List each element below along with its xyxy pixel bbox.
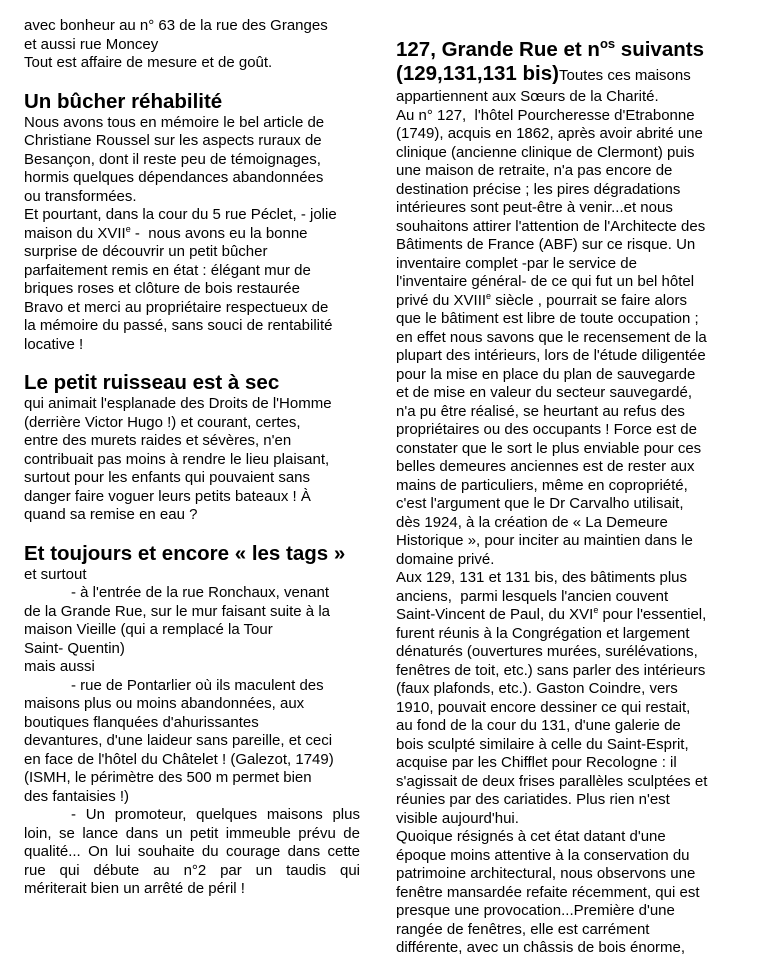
text-fragment: Saint-Vincent de Paul, du XVI (396, 606, 594, 623)
text-line: Bâtiments de France (ABF) sur ce risque. Un (396, 236, 696, 253)
text-line: mais aussi (24, 658, 95, 675)
text-line: Quoique résignés à cet état datant d'une (396, 828, 666, 845)
text-line: quand sa remise en eau ? (24, 506, 198, 523)
section-heading: Le petit ruisseau est à sec (24, 371, 280, 394)
text-line: ou transformées. (24, 187, 137, 205)
text-line: belles demeures anciennes est de rester aux (396, 458, 695, 475)
intro-paragraph (24, 17, 360, 73)
text-line: Tout est affaire de mesure et de goût. (24, 54, 273, 71)
text-line: et de mise en valeur du secteur sauvegardé, (396, 384, 693, 401)
justified-line: loin, se lance dans un petit immeuble prévu de (24, 824, 360, 842)
text-line: avec bonheur au n° 63 de la rue des Granges (24, 17, 328, 34)
text-line: constater que le sort le plus enviable pour ces (396, 439, 702, 457)
text-line: différente, avec un châssis de bois énorme, (396, 939, 686, 956)
text-line: devantures, d'une laideur sans pareille, et ceci (24, 732, 333, 749)
text-line: entre des murets raides et sévères, n'en (24, 432, 292, 449)
text-fragment: Toutes ces maisons (558, 67, 691, 84)
text-line: (1749), acquis en 1862, après avoir abrité une (396, 125, 703, 142)
text-fragment: maison du XVII (24, 224, 126, 242)
section-tags (24, 542, 360, 899)
text-line: acquise par les Chifflet pour Recologne : il (396, 754, 677, 771)
text-line: appartiennent aux Sœurs de la Charité. (396, 88, 659, 105)
text-line: fenêtre mansardée refaite récemment, qui est (396, 883, 700, 901)
text-line: mériterait bien un arrêté de péril ! (24, 880, 245, 897)
text-line: hormis quelques dépendances abandonnées (24, 169, 324, 186)
text-line: c'est l'argument que le Dr Carvalho utilisait, (396, 495, 684, 512)
text-line: la mémoire du passé, sans souci de rentabilité (24, 317, 333, 334)
superscript: e (486, 290, 492, 301)
text-line: l'inventaire général- de ce qui fut un bel hôtel (396, 273, 695, 290)
section-heading: Un bûcher réhabilité (24, 89, 223, 113)
text-line: surtout pour les enfants qui pouvaient sans (24, 469, 311, 486)
text-line: (derrière Victor Hugo !) et courant, certes, (24, 413, 301, 431)
text-line: Aux 129, 131 et 131 bis, des bâtiments plus (396, 569, 688, 586)
text-line: presque une provocation...Première d'une (396, 902, 675, 919)
section-heading: Et toujours et encore « les tags » (24, 541, 346, 565)
section-heading (396, 38, 736, 62)
superscript: e (593, 605, 599, 615)
text-line: danger faire voguer leurs petits bateaux ! À (24, 487, 311, 505)
heading-fragment: 127, Grande Rue et n (396, 38, 600, 61)
text-fragment: - nous avons eu la bonne (130, 224, 308, 242)
text-line: souhaitons attirer l'attention de l'Architecte des (396, 217, 706, 235)
section-bucher (24, 90, 360, 355)
section-ruisseau (24, 371, 360, 525)
left-column (24, 17, 360, 899)
text-line: intérieures sont peut-être à venir...et nous (396, 199, 673, 216)
text-line: que le bâtiment est libre de toute occupation ; (396, 310, 699, 327)
text-line: parfaitement remis en état : élégant mur de (24, 261, 311, 279)
text-line: (ISMH, le périmètre des 500 m permet bien (24, 769, 312, 786)
section-heading (396, 62, 736, 88)
right-column (396, 38, 736, 958)
text-line: qui animait l'esplanade des Droits de l'Homme (24, 395, 332, 412)
text-line: s'agissait de deux frises parallèles sculptées et (396, 772, 708, 790)
superscript: os (599, 36, 616, 51)
text-line: au fond de la cour du 131, d'une galerie de (396, 717, 681, 734)
text-line: en face de l'hôtel du Châtelet ! (Galezot, 1749) (24, 750, 334, 768)
text-line: bois sculpté similaire à celle du Saint-Esprit, (396, 735, 689, 753)
text-line: clinique (ancienne clinique de Clermont) puis (396, 143, 695, 161)
superscript: e (125, 223, 131, 234)
text-line: maisons plus ou moins abandonnées, aux (24, 695, 305, 712)
text-line: patrimoine architectural, nous observons une (396, 865, 696, 882)
justified-line: qualité... On lui souhaite du courage dans cette (24, 843, 360, 860)
text-line: fenêtres de toit, etc.) sans parler des intérieurs (396, 661, 706, 679)
text-line: en effet nous savons que le recensement de la (396, 328, 707, 346)
text-line: Besançon, dont il reste peu de témoignages, (24, 150, 321, 168)
text-line: Au n° 127, l'hôtel Pourcheresse d'Etrabonne (396, 106, 695, 124)
text-line: surprise de découvrir un petit bûcher (24, 243, 268, 260)
text-line: des fantaisies !) (24, 787, 130, 805)
text-line: (faux plafonds, etc.). Gaston Coindre, vers (396, 680, 678, 697)
text-line: plupart des intérieurs, lors de l'étude diligentée (396, 347, 706, 364)
text-line: destination précise ; les pires dégradations (396, 180, 681, 198)
text-line: maison Vieille (qui a remplacé la Tour (24, 621, 273, 638)
text-line: Bravo et merci au propriétaire respectueux de (24, 298, 329, 316)
text-line: inventaire complet -par le service de (396, 254, 637, 272)
text-line: furent réunis à la Congrégation et largement (396, 624, 690, 642)
text-line: dès 1924, à la création de « La Demeure (396, 513, 668, 531)
text-line: Et pourtant, dans la cour du 5 rue Péclet, - jolie (24, 206, 337, 223)
text-line: Historique », pour inciter au maintien dans le (396, 532, 693, 549)
text-line: Christiane Roussel sur les aspects ruraux de (24, 132, 322, 149)
text-line: Saint- Quentin) (24, 639, 125, 657)
text-line: et surtout (24, 565, 87, 583)
text-line: et aussi rue Moncey (24, 35, 159, 53)
justified-line: rue qui débute au n°2 par un taudis qui (24, 861, 360, 879)
text-line: rangée de fenêtres, elle est carrément (396, 920, 650, 938)
text-line: visible aujourd'hui. (396, 809, 519, 827)
text-line: locative ! (24, 335, 84, 353)
indented-line: - à l'entrée de la rue Ronchaux, venant (71, 584, 330, 601)
text-fragment: pour l'essentiel, (598, 606, 707, 623)
text-line: pour la mise en place du plan de sauvegarde (396, 365, 696, 383)
text-line: une maison de retraite, n'a pas encore de (396, 162, 673, 179)
text-line: domaine privé. (396, 550, 495, 568)
text-fragment: privé du XVIII (396, 291, 487, 309)
text-line: anciens, parmi lesquels l'ancien couvent (396, 587, 669, 605)
text-line: boutiques flanquées d'ahurissantes (24, 713, 259, 731)
text-line: propriétaires ou des occupants ! Force est de (396, 421, 697, 438)
text-line: Nous avons tous en mémoire le bel article de (24, 113, 325, 131)
text-line: briques roses et clôture de bois restaurée (24, 280, 300, 297)
article-body (396, 88, 736, 958)
text-line: contribuait pas moins à rendre le lieu plaisant, (24, 450, 330, 468)
text-line (396, 292, 736, 311)
heading-fragment: (129,131,131 bis) (396, 62, 559, 85)
indented-line: - rue de Pontarlier où ils maculent des (71, 676, 324, 694)
text-line: n'a pu être réalisé, se heurtant au refus des (396, 402, 685, 420)
text-line: de la Grande Rue, sur le mur faisant suite à la (24, 602, 330, 620)
text-line: réunies par des cariatides. Plus rien n'est (396, 791, 670, 808)
text-fragment: siècle , pourrait se faire alors (491, 291, 687, 309)
text-line: époque moins attentive à la conservation du (396, 846, 690, 864)
text-line (396, 606, 736, 625)
text-line: 1910, pouvait encore dessiner ce qui restait, (396, 698, 691, 716)
heading-fragment: suivants (615, 38, 704, 61)
text-line (24, 225, 360, 244)
text-line: mains de particuliers, même en copropriété, (396, 476, 688, 494)
indented-line: - Un promoteur, quelques maisons plus (71, 806, 360, 823)
text-line: dénaturés (ouvertures murées, surélévations, (396, 643, 698, 660)
